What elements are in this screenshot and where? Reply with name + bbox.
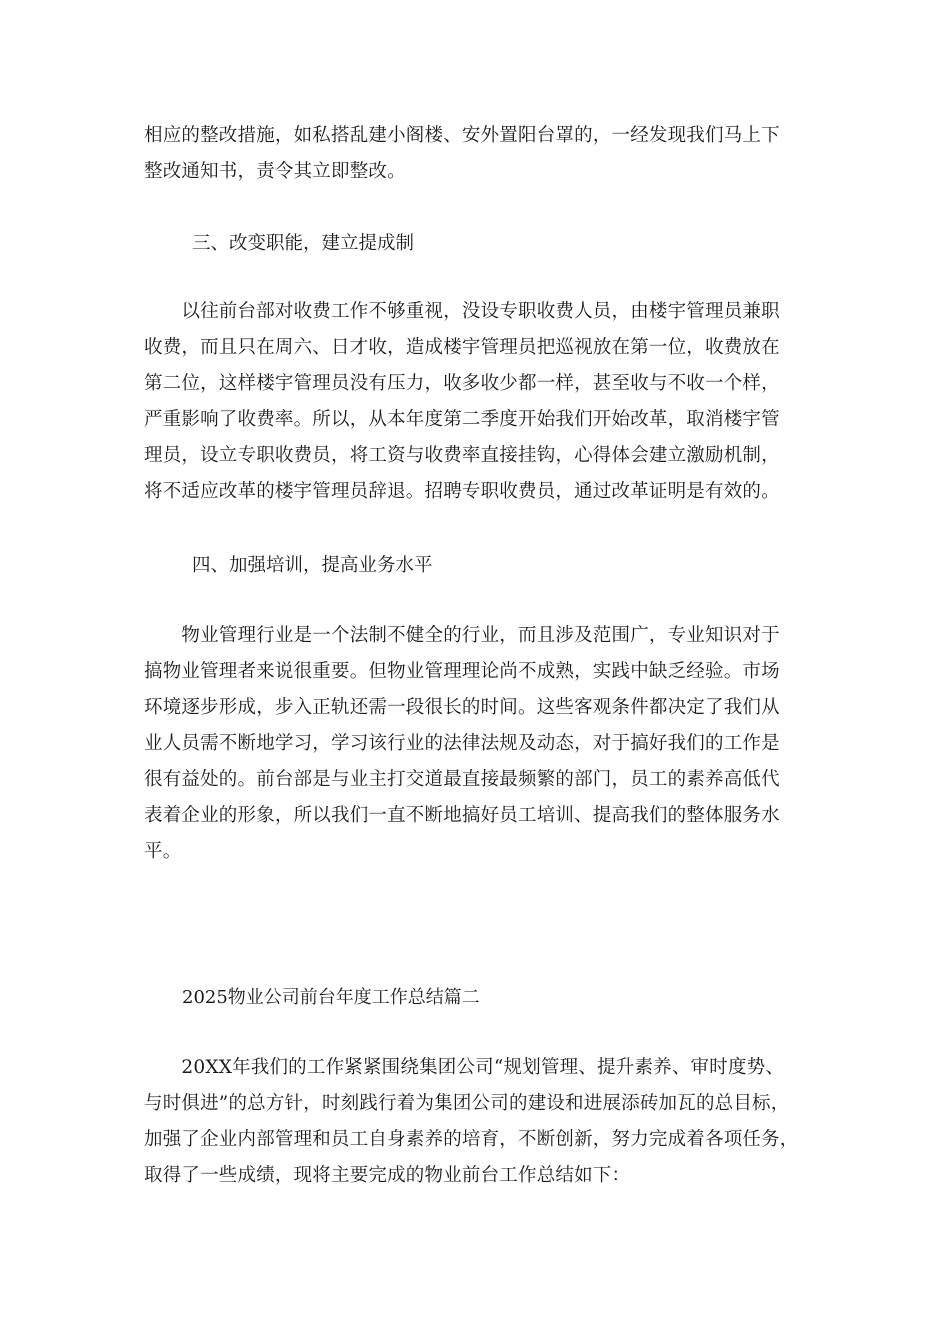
paragraph-continued: [144, 118, 806, 190]
paragraph-line: 很有益处的。前台部是与业主打交道最直接最频繁的部门，员工的素养高低代: [144, 769, 780, 790]
paragraph-line: 第二位，这样楼宇管理员没有压力，收多收少都一样，甚至收与不收一个样，: [144, 373, 780, 394]
paragraph-line: 将不适应改革的楼宇管理员辞退。招聘专职收费员，通过改革证明是有效的。: [144, 481, 780, 502]
paragraph-3: [144, 294, 806, 510]
paragraph-line: 理员，设立专职收费员，将工资与收费率直接挂钩，心得体会建立激励机制，: [144, 445, 780, 466]
paragraph-line: 整改通知书，责令其立即整改。: [144, 161, 406, 182]
paragraph-line: 取得了一些成绩，现将主要完成的物业前台工作总结如下：: [144, 1165, 631, 1186]
paragraph-line: 表着企业的形象，所以我们一直不断地搞好员工培训、提高我们的整体服务水: [144, 805, 780, 826]
paragraph-intro: [144, 1050, 806, 1194]
paragraph-4: [144, 618, 806, 870]
paragraph-line: 物业管理行业是一个法制不健全的行业，而且涉及范围广，专业知识对于: [144, 625, 780, 646]
paragraph-line: 环境逐步形成，步入正轨还需一段很长的时间。这些客观条件都决定了我们从: [144, 697, 780, 718]
paragraph-line: 搞物业管理者来说很重要。但物业管理理论尚不成熟，实践中缺乏经验。市场: [144, 661, 780, 682]
section-heading-4: 四、加强培训，提高业务水平: [192, 555, 433, 576]
paragraph-line: 与时俱进”的总方针，时刻践行着为集团公司的建设和进展添砖加瓦的总目标，: [144, 1093, 790, 1114]
paragraph-line: 相应的整改措施，如私搭乱建小阁楼、安外置阳台罩的，一经发现我们马上下: [144, 125, 780, 146]
paragraph-line: 20XX年我们的工作紧紧围绕集团公司“规划管理、提升素养、审时度势、: [144, 1057, 785, 1078]
paragraph-line: 收费，而且只在周六、日才收，造成楼宇管理员把巡视放在第一位，收费放在: [144, 337, 780, 358]
paragraph-line: 业人员需不断地学习，学习该行业的法律法规及动态，对于搞好我们的工作是: [144, 733, 780, 754]
paragraph-line: 平。: [144, 841, 182, 862]
paragraph-line: 以往前台部对收费工作不够重视，没设专职收费人员，由楼宇管理员兼职: [144, 301, 780, 322]
section-heading-3: 三、改变职能，建立提成制: [192, 233, 415, 254]
paragraph-line: 严重影响了收费率。所以，从本年度第二季度开始我们开始改革，取消楼宇管: [144, 409, 780, 430]
paragraph-line: 加强了企业内部管理和员工自身素养的培育，不断创新，努力完成着各项任务，: [144, 1129, 799, 1150]
section-title: 2025物业公司前台年度工作总结篇二: [182, 987, 480, 1008]
